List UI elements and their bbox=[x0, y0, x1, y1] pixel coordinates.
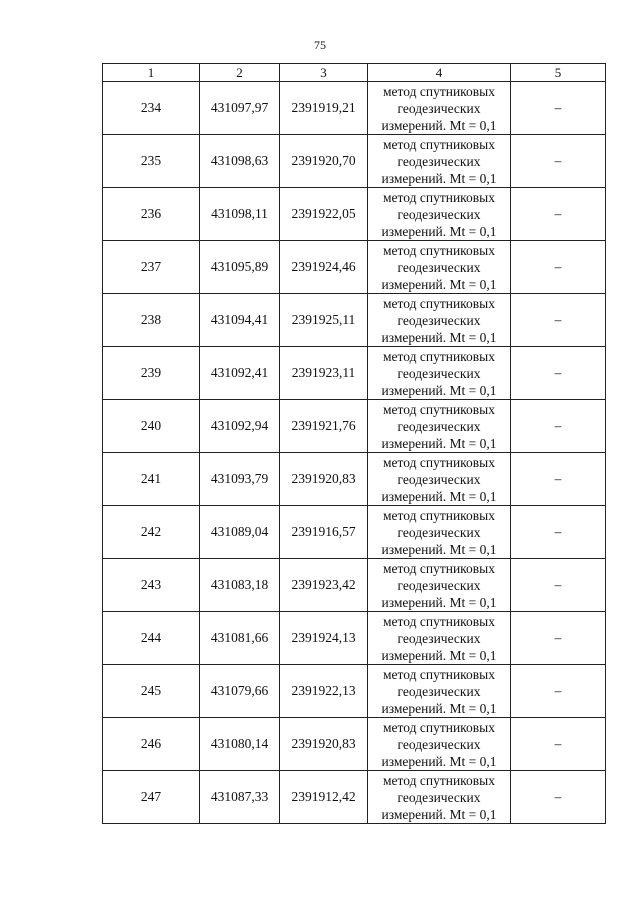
point-number-cell: 246 bbox=[103, 718, 200, 771]
method-cell bbox=[368, 294, 511, 347]
y-coordinate-cell: 2391921,76 bbox=[280, 400, 368, 453]
point-number-cell: 243 bbox=[103, 559, 200, 612]
point-number-cell: 245 bbox=[103, 665, 200, 718]
method-line: геодезических bbox=[397, 100, 481, 116]
table-row bbox=[103, 506, 606, 559]
y-coordinate-cell: 2391912,42 bbox=[280, 771, 368, 824]
x-coordinate-cell: 431092,94 bbox=[200, 400, 280, 453]
y-coordinate-cell: 2391922,13 bbox=[280, 665, 368, 718]
x-coordinate-cell: 431092,41 bbox=[200, 347, 280, 400]
method-line: геодезических bbox=[397, 153, 481, 169]
method-cell bbox=[368, 188, 511, 241]
point-number-cell: 237 bbox=[103, 241, 200, 294]
x-coordinate-cell: 431083,18 bbox=[200, 559, 280, 612]
method-cell bbox=[368, 718, 511, 771]
method-line: геодезических bbox=[397, 524, 481, 540]
x-coordinate-cell: 431087,33 bbox=[200, 771, 280, 824]
note-cell: – bbox=[511, 347, 606, 400]
method-line: измерений. Mt = 0,1 bbox=[381, 594, 497, 610]
method-line: измерений. Mt = 0,1 bbox=[381, 329, 497, 345]
table-row bbox=[103, 241, 606, 294]
method-line: геодезических bbox=[397, 683, 481, 699]
y-coordinate-cell: 2391923,42 bbox=[280, 559, 368, 612]
header-col-3: 3 bbox=[280, 64, 368, 82]
method-line: метод спутниковых bbox=[383, 295, 495, 311]
table-row bbox=[103, 400, 606, 453]
header-col-2: 2 bbox=[200, 64, 280, 82]
method-line: метод спутниковых bbox=[383, 136, 495, 152]
header-col-4: 4 bbox=[368, 64, 511, 82]
note-cell: – bbox=[511, 559, 606, 612]
table-row bbox=[103, 453, 606, 506]
y-coordinate-cell: 2391916,57 bbox=[280, 506, 368, 559]
method-cell bbox=[368, 506, 511, 559]
method-line: метод спутниковых bbox=[383, 507, 495, 523]
method-line: метод спутниковых bbox=[383, 242, 495, 258]
point-number-cell: 235 bbox=[103, 135, 200, 188]
method-line: метод спутниковых bbox=[383, 613, 495, 629]
method-line: геодезических bbox=[397, 630, 481, 646]
table-row bbox=[103, 347, 606, 400]
method-line: измерений. Mt = 0,1 bbox=[381, 488, 497, 504]
method-cell bbox=[368, 400, 511, 453]
table-body bbox=[103, 82, 606, 824]
table-row bbox=[103, 559, 606, 612]
method-line: измерений. Mt = 0,1 bbox=[381, 753, 497, 769]
table-row bbox=[103, 771, 606, 824]
method-line: геодезических bbox=[397, 736, 481, 752]
method-line: метод спутниковых bbox=[383, 666, 495, 682]
method-line: измерений. Mt = 0,1 bbox=[381, 806, 497, 822]
point-number-cell: 247 bbox=[103, 771, 200, 824]
note-cell: – bbox=[511, 82, 606, 135]
method-line: геодезических bbox=[397, 418, 481, 434]
note-cell: – bbox=[511, 506, 606, 559]
method-line: измерений. Mt = 0,1 bbox=[381, 117, 497, 133]
point-number-cell: 240 bbox=[103, 400, 200, 453]
table-row bbox=[103, 135, 606, 188]
method-line: измерений. Mt = 0,1 bbox=[381, 223, 497, 239]
y-coordinate-cell: 2391924,46 bbox=[280, 241, 368, 294]
header-row bbox=[103, 64, 606, 82]
method-cell bbox=[368, 135, 511, 188]
method-line: измерений. Mt = 0,1 bbox=[381, 276, 497, 292]
y-coordinate-cell: 2391920,83 bbox=[280, 453, 368, 506]
note-cell: – bbox=[511, 294, 606, 347]
point-number-cell: 236 bbox=[103, 188, 200, 241]
note-cell: – bbox=[511, 612, 606, 665]
method-line: геодезических bbox=[397, 365, 481, 381]
x-coordinate-cell: 431098,11 bbox=[200, 188, 280, 241]
method-line: геодезических bbox=[397, 789, 481, 805]
y-coordinate-cell: 2391919,21 bbox=[280, 82, 368, 135]
method-line: геодезических bbox=[397, 312, 481, 328]
note-cell: – bbox=[511, 665, 606, 718]
note-cell: – bbox=[511, 188, 606, 241]
point-number-cell: 242 bbox=[103, 506, 200, 559]
x-coordinate-cell: 431098,63 bbox=[200, 135, 280, 188]
method-line: измерений. Mt = 0,1 bbox=[381, 435, 497, 451]
x-coordinate-cell: 431095,89 bbox=[200, 241, 280, 294]
x-coordinate-cell: 431094,41 bbox=[200, 294, 280, 347]
x-coordinate-cell: 431081,66 bbox=[200, 612, 280, 665]
method-line: измерений. Mt = 0,1 bbox=[381, 541, 497, 557]
header-col-1: 1 bbox=[103, 64, 200, 82]
method-cell bbox=[368, 82, 511, 135]
coordinates-table bbox=[102, 63, 606, 824]
method-line: метод спутниковых bbox=[383, 454, 495, 470]
note-cell: – bbox=[511, 400, 606, 453]
method-line: измерений. Mt = 0,1 bbox=[381, 170, 497, 186]
y-coordinate-cell: 2391924,13 bbox=[280, 612, 368, 665]
note-cell: – bbox=[511, 135, 606, 188]
method-line: геодезических bbox=[397, 259, 481, 275]
y-coordinate-cell: 2391920,83 bbox=[280, 718, 368, 771]
point-number-cell: 234 bbox=[103, 82, 200, 135]
method-cell bbox=[368, 453, 511, 506]
method-line: измерений. Mt = 0,1 bbox=[381, 647, 497, 663]
table-row bbox=[103, 612, 606, 665]
method-line: метод спутниковых bbox=[383, 83, 495, 99]
header-col-5: 5 bbox=[511, 64, 606, 82]
x-coordinate-cell: 431089,04 bbox=[200, 506, 280, 559]
table-row bbox=[103, 665, 606, 718]
x-coordinate-cell: 431097,97 bbox=[200, 82, 280, 135]
method-line: метод спутниковых bbox=[383, 189, 495, 205]
page-number: 75 bbox=[314, 38, 326, 52]
note-cell: – bbox=[511, 453, 606, 506]
y-coordinate-cell: 2391923,11 bbox=[280, 347, 368, 400]
note-cell: – bbox=[511, 771, 606, 824]
method-cell bbox=[368, 347, 511, 400]
table-row bbox=[103, 82, 606, 135]
point-number-cell: 239 bbox=[103, 347, 200, 400]
table-row bbox=[103, 188, 606, 241]
x-coordinate-cell: 431093,79 bbox=[200, 453, 280, 506]
point-number-cell: 241 bbox=[103, 453, 200, 506]
method-line: метод спутниковых bbox=[383, 719, 495, 735]
note-cell: – bbox=[511, 718, 606, 771]
note-cell: – bbox=[511, 241, 606, 294]
method-line: метод спутниковых bbox=[383, 772, 495, 788]
point-number-cell: 244 bbox=[103, 612, 200, 665]
table-row bbox=[103, 294, 606, 347]
point-number-cell: 238 bbox=[103, 294, 200, 347]
method-cell bbox=[368, 771, 511, 824]
y-coordinate-cell: 2391925,11 bbox=[280, 294, 368, 347]
y-coordinate-cell: 2391920,70 bbox=[280, 135, 368, 188]
method-line: измерений. Mt = 0,1 bbox=[381, 382, 497, 398]
method-line: метод спутниковых bbox=[383, 401, 495, 417]
method-line: геодезических bbox=[397, 577, 481, 593]
table-row bbox=[103, 718, 606, 771]
method-line: измерений. Mt = 0,1 bbox=[381, 700, 497, 716]
method-cell bbox=[368, 241, 511, 294]
x-coordinate-cell: 431079,66 bbox=[200, 665, 280, 718]
method-cell bbox=[368, 612, 511, 665]
method-cell bbox=[368, 665, 511, 718]
method-cell bbox=[368, 559, 511, 612]
method-line: метод спутниковых bbox=[383, 560, 495, 576]
method-line: геодезических bbox=[397, 206, 481, 222]
x-coordinate-cell: 431080,14 bbox=[200, 718, 280, 771]
method-line: метод спутниковых bbox=[383, 348, 495, 364]
method-line: геодезических bbox=[397, 471, 481, 487]
y-coordinate-cell: 2391922,05 bbox=[280, 188, 368, 241]
